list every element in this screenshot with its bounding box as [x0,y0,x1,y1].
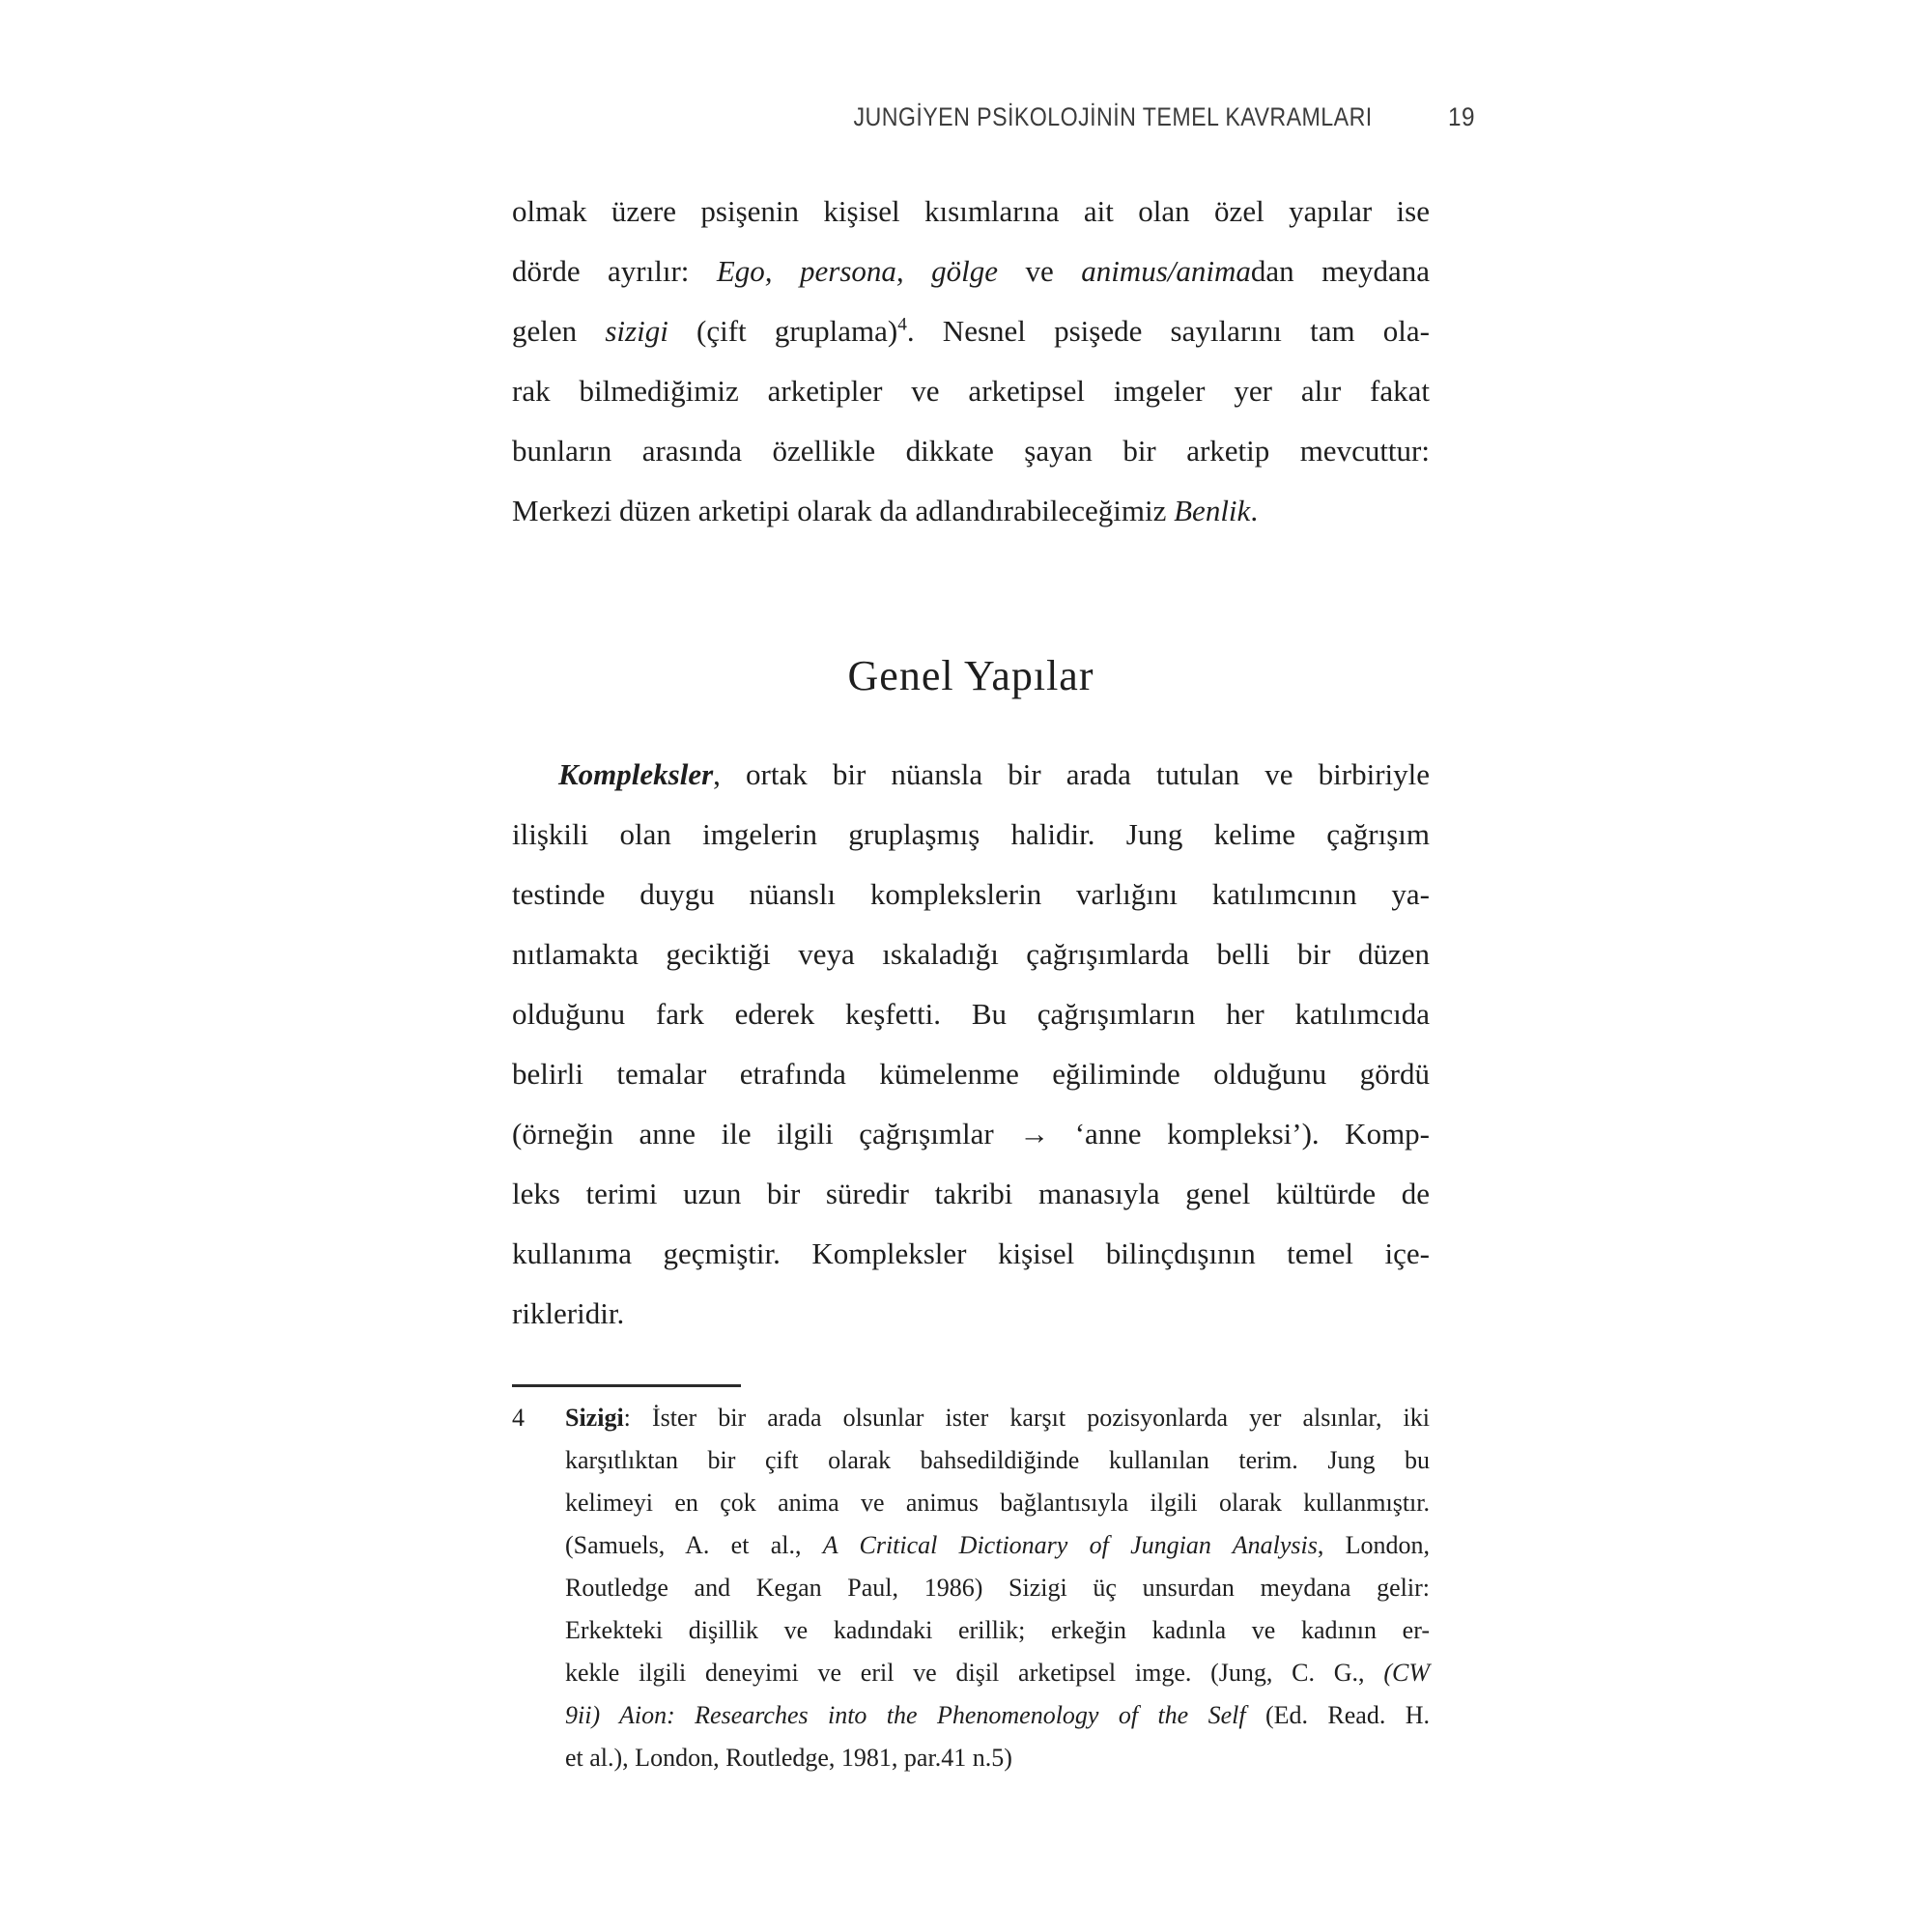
running-header-title: JUNGİYEN PSİKOLOJİNİN TEMEL KAVRAMLARI [853,102,1373,131]
text-segment: Merkezi düzen arketipi olarak da adlandırabileceğimiz [512,494,1175,527]
text-segment: et al.), London, Routledge, 1981, par.41 n.5) [565,1744,1012,1772]
text-segment: Benlik [1174,494,1251,527]
text-segment: kullanıma geçmiştir. Kompleksler kişisel bilinçdışının temel içe- [512,1236,1430,1270]
text-segment: ilişkili olan imgelerin gruplaşmış halidir. Jung kelime çağrışım [512,817,1430,851]
text-line [512,1104,1430,1164]
text-line [512,242,1430,301]
page-content [512,182,1430,1779]
text-segment: , London, [1317,1531,1430,1559]
text-segment: leks terimi uzun bir süredir takribi manasıyla genel kültürde de [512,1177,1430,1210]
text-line [565,1609,1430,1652]
text-line [512,984,1430,1044]
text-segment: Kompleksler [558,757,714,791]
text-segment: testinde duygu nüanslı komplekslerin varlığını katılımcının ya- [512,877,1430,911]
text-segment: gelen [512,314,606,348]
text-segment: dan meydana [1250,254,1430,288]
page-number: 19 [1447,102,1475,131]
text-line [512,1224,1430,1284]
text-segment: belirli temalar etrafında kümelenme eğiliminde olduğunu gördü [512,1057,1430,1091]
text-line [512,1044,1430,1104]
text-segment: (çift gruplama) [668,314,898,348]
text-segment: : İster bir arada olsunlar ister karşıt pozisyonlarda yer alsınlar, iki [623,1404,1430,1432]
text-segment: ve [998,254,1082,288]
section-heading: Genel Yapılar [847,652,1094,699]
text-segment: bunların arasında özellikle dikkate şayan bir arketip mevcuttur: [512,434,1430,468]
text-segment: Routledge and Kegan Paul, 1986) Sizigi üç unsurdan meydana gelir: [565,1574,1430,1602]
text-line [565,1652,1430,1694]
text-segment: Sizigi [565,1404,624,1432]
text-line [565,1397,1430,1439]
text-segment: 9ii) Aion: Researches into the Phenomenology of the Self [565,1701,1246,1729]
text-segment: (örneğin anne ile ilgili çağrışımlar → ‘anne kompleksi’). Komp- [512,1117,1430,1151]
text-line [512,481,1430,541]
text-segment: (Ed. Read. H. [1245,1701,1430,1729]
text-segment: olmak üzere psişenin kişisel kısımlarına ait olan özel yapılar ise [512,194,1430,228]
text-line [512,421,1430,481]
text-segment: nıtlamakta geciktiği veya ıskaladığı çağrışımlarda belli bir düzen [512,937,1430,971]
footnote-separator [512,1384,741,1387]
text-segment: sizigi [605,314,668,348]
text-line [512,745,1430,805]
paragraph-1 [512,182,1430,541]
text-line [512,182,1430,242]
footnote [512,1397,1430,1779]
footnote-text [565,1397,1430,1779]
text-segment: rak bilmediğimiz arketipler ve arketipsel imgeler yer alır fakat [512,374,1430,408]
text-segment: (Samuels, A. et al., [565,1531,823,1559]
text-segment: kekle ilgili deneyimi ve eril ve dişil arketipsel imge. (Jung, C. G., [565,1659,1384,1687]
text-segment: . Nesnel psişede sayılarını tam ola- [906,314,1430,348]
text-segment: dörde ayrılır: [512,254,717,288]
text-line [512,1164,1430,1224]
text-line [512,1284,1430,1344]
text-segment: A Critical Dictionary of Jungian Analysis [822,1531,1318,1559]
text-line [512,805,1430,865]
text-segment: karşıtlıktan bir çift olarak bahsedildiğinde kullanılan terim. Jung bu [565,1446,1430,1474]
text-line [512,301,1430,361]
text-line [565,1694,1430,1737]
text-segment: animus/anima [1081,254,1251,288]
text-segment: (CW [1383,1659,1430,1687]
text-line [512,865,1430,924]
text-line [512,361,1430,421]
text-line [565,1524,1430,1567]
text-line [512,924,1430,984]
text-line [565,1439,1430,1482]
text-segment: 4 [897,314,907,335]
text-line [565,1482,1430,1524]
text-line [565,1737,1430,1779]
text-segment: Erkekteki dişillik ve kadındaki erillik; erkeğin kadınla ve kadının er- [565,1616,1430,1644]
text-line [565,1567,1430,1609]
text-segment: , ortak bir nüansla bir arada tutulan ve birbiriyle [713,757,1430,791]
footnote-number: 4 [512,1404,525,1432]
text-segment: rikleridir. [512,1296,625,1330]
running-header [512,102,1478,132]
text-segment: Ego, persona, gölge [716,254,998,288]
text-segment: olduğunu fark ederek keşfetti. Bu çağrışımların her katılımcıda [512,997,1430,1031]
paragraph-2 [512,745,1430,1344]
text-segment: kelimeyi en çok anima ve animus bağlantısıyla ilgili olarak kullanmıştır. [565,1489,1430,1517]
text-segment: . [1250,494,1259,527]
